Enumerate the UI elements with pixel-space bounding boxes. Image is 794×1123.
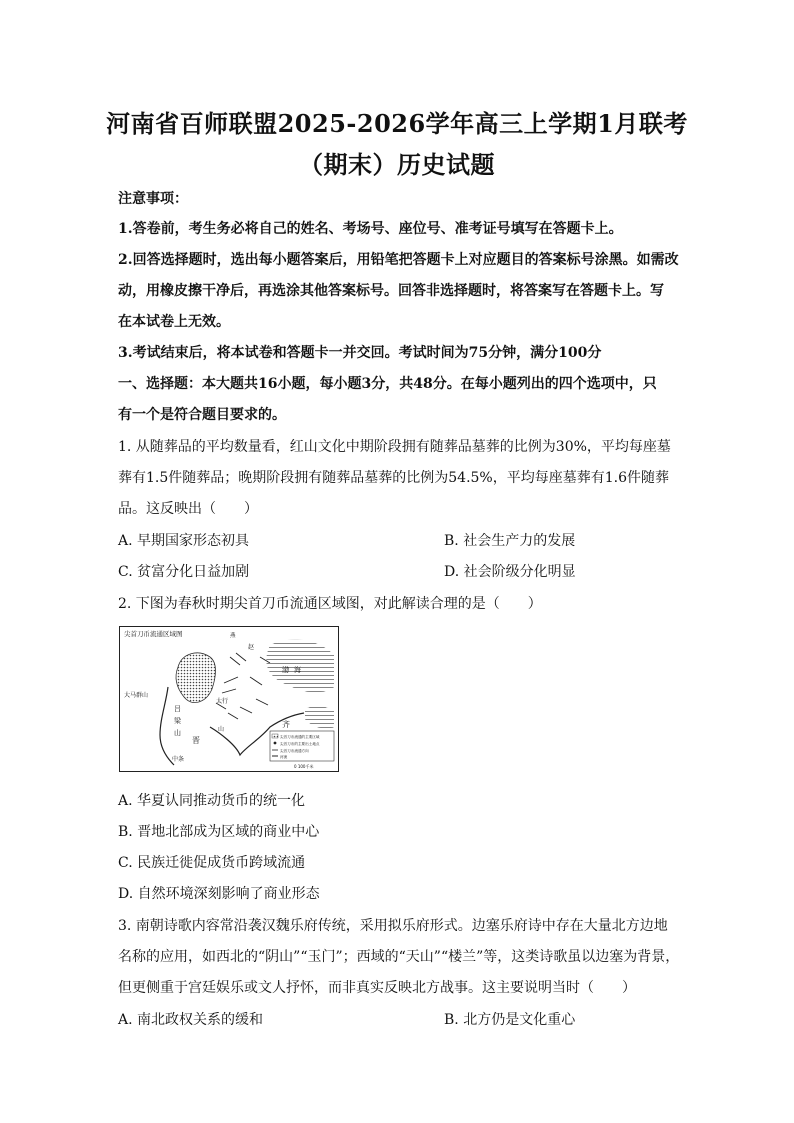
section1-heading-line2: 有一个是符合题目要求的。 — [118, 407, 286, 423]
legend-direction: 尖首刀币流通方向 — [280, 749, 309, 753]
q1-option-d: D. 社会阶级分化明显 — [444, 564, 576, 580]
q1-option-a: A. 早期国家形态初具 — [118, 533, 250, 549]
q1-stem-line1: 1. 从随葬品的平均数量看，红山文化中期阶段拥有随葬品墓葬的比例为30%，平均每座墓 — [118, 439, 671, 455]
q2-option-d: D. 自然环境深刻影响了商业形态 — [118, 886, 320, 902]
map-label-zhongtiao: 中条 — [172, 756, 185, 763]
legend-river: 河流 — [280, 755, 288, 759]
map-label-shan1: 山 — [174, 729, 181, 737]
q1-option-b: B. 社会生产力的发展 — [444, 533, 576, 549]
legend-swatch-site — [274, 742, 277, 745]
map-label-zhao: 大马群山 — [124, 692, 149, 699]
legend-swatch-region — [272, 734, 278, 738]
map-label-hai: 海 — [294, 666, 301, 674]
sea-area-lower — [305, 706, 334, 729]
q2-option-a: A. 华夏认同推动货币的统一化 — [118, 793, 306, 809]
q2-option-b: B. 晋地北部成为区域的商业中心 — [118, 824, 320, 840]
notice-item-3: 3.考试结束后，将本试卷和答题卡一并交回。考试时间为75分钟，满分100分 — [118, 345, 602, 361]
map-label-damaqunshan: 燕 — [230, 633, 236, 639]
document-title-line2: （期末）历史试题 — [299, 150, 495, 179]
q1-stem-line2: 葬有1.5件随葬品；晚期阶段拥有随葬品墓葬的比例为54.5%，平均每座墓葬有1.6件随葬 — [118, 470, 670, 486]
q2-stem: 2. 下图为春秋时期尖首刀币流通区域图，对此解读合理的是（ ） — [118, 596, 542, 612]
map-label-taihang: 太行 — [216, 698, 229, 705]
q3-stem-line1: 3. 南朝诗歌内容常沿袭汉魏乐府传统，采用拟乐府形式。边塞乐府诗中存在大量北方边地 — [118, 918, 668, 934]
notice-item-2-line2: 动，用橡皮擦干净后，再选涂其他答案标号。回答非选择题时，将答案写在答题卡上。写 — [118, 283, 664, 299]
q2-option-c: C. 民族迁徙促成货币跨域流通 — [118, 855, 306, 871]
q3-option-a: A. 南北政权关系的缓和 — [118, 1012, 264, 1028]
notice-heading: 注意事项： — [118, 191, 188, 207]
coin-circulation-map — [119, 626, 339, 772]
map-label-liang: 梁 — [174, 717, 181, 725]
document-title-line1: 河南省百师联盟2025-2026学年高三上学期1月联考 — [106, 109, 688, 138]
legend-site: 尖首刀币的主要出土地点 — [280, 742, 320, 746]
map-label-qi: 齐 — [282, 720, 290, 729]
map-label-yan: 赵 — [248, 644, 255, 651]
map-title: 尖首刀币流通区域图 — [124, 630, 183, 638]
map-label-jin: 晋 — [192, 736, 200, 745]
map-label-bo: 渤 — [282, 666, 289, 674]
map-label-lv: 吕 — [174, 705, 181, 713]
q3-stem-line3: 但更侧重于宫廷娱乐或文人抒怀，而非真实反映北方战事。这主要说明当时（ ） — [118, 980, 636, 996]
q1-option-c: C. 贫富分化日益加剧 — [118, 564, 250, 580]
map-label-shan2: 山 — [218, 726, 225, 733]
notice-item-2-line3: 在本试卷上无效。 — [118, 314, 230, 330]
circulation-region — [176, 653, 216, 703]
notice-item-1: 1.答卷前，考生务必将自己的姓名、考场号、座位号、准考证号填写在答题卡上。 — [118, 221, 623, 237]
q1-stem-line3: 品。这反映出（ ） — [118, 501, 258, 517]
q3-stem-line2: 名称的应用，如西北的“阴山”“玉门”；西域的“天山”“楼兰”等，这类诗歌虽以边塞为背景， — [118, 949, 680, 965]
q3-option-b: B. 北方仍是文化重心 — [444, 1012, 576, 1028]
legend-region: 尖首刀币流通的主要区域 — [280, 735, 320, 739]
notice-item-2-line1: 2.回答选择题时，选出每小题答案后，用铅笔把答题卡上对应题目的答案标号涂黑。如需改 — [118, 252, 679, 268]
section1-heading-line1: 一、选择题：本大题共16小题，每小题3分，共48分。在每小题列出的四个选项中，只 — [118, 376, 657, 392]
map-scale: 0 100千米 — [294, 764, 314, 769]
